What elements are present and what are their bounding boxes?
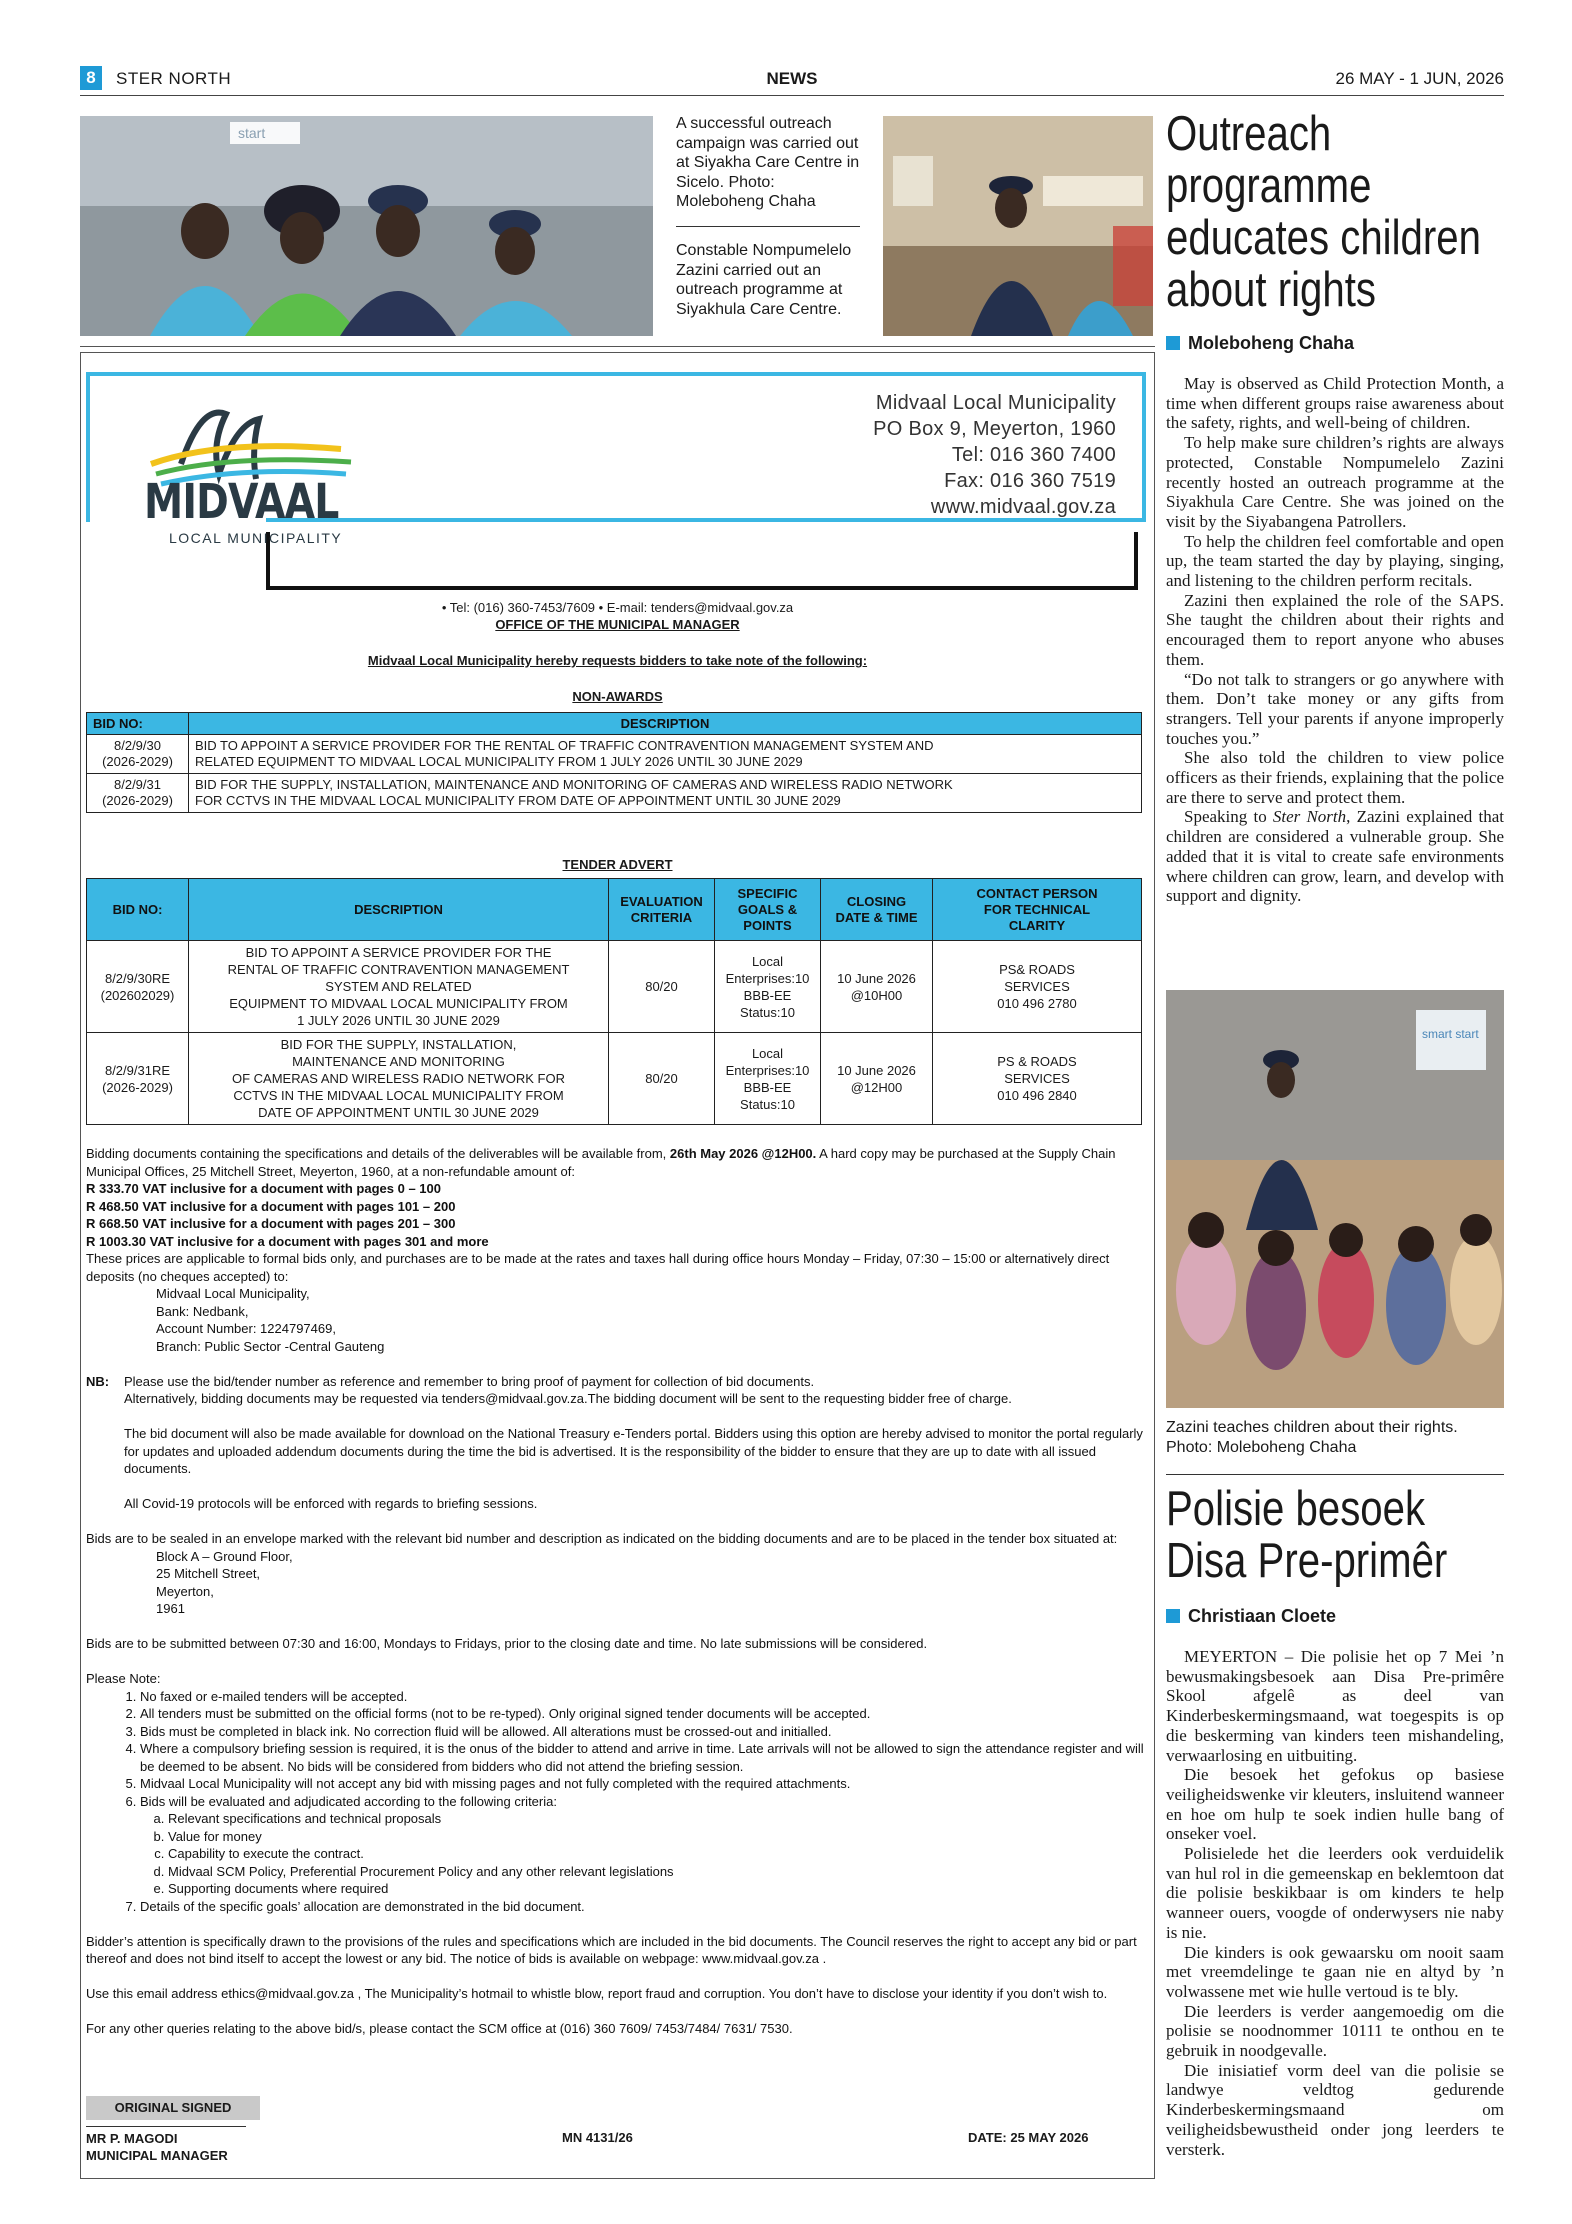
- article-paragraph: Die inisiatief vorm deel van die polisie se landwye veldtog gedurende Kinderbeskermingsmaand om veiligheidsbewustheid onder jong leerders te versterk.: [1166, 2060, 1504, 2159]
- non-awards-table: [86, 712, 1142, 813]
- section-name: NEWS: [766, 69, 818, 88]
- column-header: [821, 879, 933, 941]
- closing-date: 10 June 2026: [837, 1062, 916, 1078]
- spacer: [124, 1478, 1146, 1496]
- closing-cell: [821, 941, 933, 1033]
- list-item: 2. All tenders must be submitted on the official forms (not to be re-typed). Only original signed tender documents will be accepted.: [140, 1705, 1146, 1723]
- article-paragraph: Die leerders is verder aangemoedig om die polisie se noodnommer 10111 te onthou en te gebruik in noodgevalle.: [1166, 2001, 1504, 2061]
- goals-cell: [715, 941, 821, 1033]
- article-paragraph: Die besoek het gefokus op basiese veiligheidswenke vir kleuters, insluitend wanneer en hoe om hulp te soek indien hulle bang of onseker voel.: [1166, 1765, 1504, 1844]
- photo-constable-zazini: [883, 116, 1153, 336]
- description-line: BID FOR THE SUPPLY, INSTALLATION,: [280, 1037, 517, 1052]
- column-divider: [1166, 1474, 1504, 1475]
- evaluation-cell: 80/20: [609, 941, 715, 1033]
- closing-cell: [821, 1033, 933, 1125]
- header-rule: [80, 95, 1504, 96]
- nb-text: Alternatively, bidding documents may be requested via tenders@midvaal.gov.za.The bidding document will be sent to the requesting bidder free of charge.: [124, 1391, 1012, 1406]
- bid-number: 8/2/9/30: [114, 738, 161, 753]
- price-line: [86, 1198, 1146, 1216]
- description-line: BID TO APPOINT A SERVICE PROVIDER FOR THE RENTAL OF TRAFFIC CONTRAVENTION MANAGEMENT SYSTEM AND: [195, 738, 934, 753]
- organisation-contact: [873, 390, 1116, 520]
- bid-number-cell: [87, 1033, 189, 1125]
- bid-number: 8/2/9/31RE: [104, 1062, 171, 1078]
- header-line: GOALS &: [737, 901, 798, 917]
- non-awards-title: NON-AWARDS: [572, 689, 663, 704]
- prices-note: These prices are applicable to formal bids only, and purchases are to be made at the rates and taxes hall during office hours Monday – Friday, 07:30 – 15:00 or alternatively direct deposits (no cheques accepted) to:: [86, 1251, 1110, 1284]
- table-header-row: [87, 879, 1142, 941]
- spacer: [86, 1653, 1146, 1671]
- description-line: MAINTENANCE AND MONITORING: [292, 1054, 505, 1069]
- column-header: [609, 879, 715, 941]
- nb-block: [86, 1373, 1146, 1513]
- please-note-label: Please Note:: [86, 1671, 161, 1686]
- table-row: [87, 774, 1142, 813]
- org-line: Midvaal Local Municipality: [875, 392, 1116, 414]
- list-item: 4. Where a compulsory briefing session is required, it is the onus of the bidder to attend and arrive in time. Late arrivals will not be allowed to sign the attendance register and will be deemed to be absent. No bids will be considered from bidders who did not attend the briefing session.: [140, 1740, 1146, 1775]
- list-item: a. Relevant specifications and technical proposals: [168, 1810, 1146, 1828]
- contact-phone: 010 496 2840: [997, 1088, 1077, 1103]
- tender-advert-title: TENDER ADVERT: [562, 857, 673, 872]
- availability-text: [86, 1145, 1146, 1180]
- org-line: Fax: 016 360 7519: [944, 470, 1116, 492]
- spacer: [86, 1968, 1146, 1986]
- issue-date: 26 MAY - 1 JUN, 2026: [1335, 69, 1504, 88]
- column-header: [933, 879, 1142, 941]
- list-item: b. Value for money: [168, 1828, 1146, 1846]
- description-cell: [189, 941, 609, 1033]
- sign-text: start: [238, 125, 266, 141]
- contact-line: PS& ROADS: [999, 962, 1075, 977]
- goals-line: Local: [751, 953, 784, 969]
- advert-conditions: [86, 1145, 1146, 2038]
- bid-number: 8/2/9/30RE: [104, 970, 171, 986]
- description-cell: [189, 774, 1142, 813]
- notes-list: [86, 1688, 1146, 1916]
- nb-text: Please use the bid/tender number as reference and remember to bring proof of payment for collection of bid documents.: [124, 1373, 815, 1389]
- column-header: [715, 879, 821, 941]
- header-line: CONTACT PERSON: [976, 885, 1098, 901]
- description-line: EQUIPMENT TO MIDVAAL LOCAL MUNICIPALITY FROM: [229, 996, 568, 1011]
- nb-text: All Covid-19 protocols will be enforced with regards to briefing sessions.: [124, 1496, 538, 1511]
- spacer: [86, 1513, 1146, 1531]
- column-header: BID NO:: [87, 713, 189, 735]
- header-line: CRITERIA: [630, 909, 693, 925]
- caption-divider: [676, 226, 860, 227]
- bid-years: (2026-2029): [102, 1079, 173, 1095]
- list-item: 1. No faxed or e-mailed tenders will be accepted.: [140, 1688, 1146, 1706]
- goals-line: Enterprises:10: [725, 970, 810, 986]
- list-item: [140, 1793, 1146, 1898]
- org-line: PO Box 9, Meyerton, 1960: [873, 418, 1116, 440]
- spacer: [86, 2003, 1146, 2021]
- paragraph-text: , Zazini explained that children are considered a vulnerable group. She added that it is vital to create safe environments where children can grow, learn, and develop with support and dignity.: [1166, 807, 1504, 906]
- header-line: FOR TECHNICAL: [983, 901, 1091, 917]
- price-line: [86, 1180, 1146, 1198]
- org-website[interactable]: www.midvaal.gov.za: [930, 496, 1116, 518]
- tender-table: [86, 878, 1142, 1125]
- description-line: SYSTEM AND RELATED: [325, 979, 472, 994]
- org-line: Tel: 016 360 7400: [951, 444, 1116, 466]
- article-paragraph: MEYERTON – Die polisie het op 7 Mei ’n bewusmakingsbesoek aan Disa Pre-primêre Skool afgelê as deel van Kinderbeskermingsmaand, wat toegespits is op die beskerming van kinders teen mishandeling, verwaarlosing en uitbuiting.: [1166, 1647, 1504, 1765]
- advert-reference: MN 4131/26: [562, 2130, 633, 2145]
- description-line: RENTAL OF TRAFFIC CONTRAVENTION MANAGEMENT: [227, 962, 570, 977]
- advert-notice: Midvaal Local Municipality hereby requests bidders to take note of the following:: [367, 653, 868, 668]
- evaluation-cell: 80/20: [609, 1033, 715, 1125]
- photo-caption-3: Zazini teaches children about their rights. Photo: Moleboheng Chaha: [1166, 1419, 1458, 1456]
- logo-subtitle: LOCAL MUNICIPALITY: [169, 530, 343, 546]
- article-paragraph: Die kinders is ook gewaarsku om nooit saam met vreemdelinge te gaan nie en altyd by ’n volwassene met wie hulle vertoud is te bly.: [1166, 1942, 1504, 2001]
- list-item: 3. Bids must be completed in black ink. No correction fluid will be allowed. All alterations must be crossed-out and initialled.: [140, 1723, 1146, 1741]
- closing-time: @10H00: [850, 987, 903, 1003]
- description-line: OF CAMERAS AND WIRELESS RADIO NETWORK FOR: [232, 1071, 565, 1086]
- closing-time: @12H00: [850, 1079, 903, 1095]
- ethics-text: Use this email address ethics@midvaal.gov.za , The Municipality’s hotmail to whistle blow, report fraud and corruption. You don’t have to disclose your identity if you don’t wish to.: [86, 1986, 1108, 2001]
- price-text: R 333.70 VAT inclusive for a document with pages 0 – 100: [86, 1181, 441, 1196]
- header-line: CLARITY: [1008, 917, 1066, 933]
- criteria-list: [140, 1810, 1146, 1898]
- article-paragraph: “Do not talk to strangers or go anywhere with them. Don’t take money or any gifts from strangers. Tell your parents if anyone improperly touches you.”: [1166, 669, 1504, 748]
- photo-caption-1: A successful outreach campaign was carried out at Siyakha Care Centre in Sicelo. Photo: Moleboheng Chaha: [676, 115, 860, 210]
- sealed-text: Bids are to be sealed in an envelope marked with the relevant bid number and description as indicated on the bidding documents and are to be placed in the tender box situated at:: [86, 1531, 1118, 1546]
- nb-label: NB:: [86, 1373, 110, 1389]
- price-line: [86, 1233, 1146, 1251]
- description-line: RELATED EQUIPMENT TO MIDVAAL LOCAL MUNICIPALITY FROM 1 JULY 2026 UNTIL 30 JUNE 2029: [195, 754, 803, 769]
- bid-number: 8/2/9/31: [114, 777, 161, 792]
- address-line: 25 Mitchell Street,: [156, 1566, 261, 1581]
- bank-line: Midvaal Local Municipality,: [156, 1286, 310, 1301]
- description-line: CCTVS IN THE MIDVAAL LOCAL MUNICIPALITY FROM: [233, 1088, 564, 1103]
- signature-rule: [86, 2126, 246, 2127]
- submission-text: Bids are to be submitted between 07:30 and 16:00, Mondays to Fridays, prior to the closing date and time. No late submissions will be considered.: [86, 1636, 928, 1651]
- bank-line: Bank: Nedbank,: [156, 1303, 249, 1319]
- photo-children-lesson: [1166, 990, 1504, 1408]
- bid-years: (2026-2029): [102, 754, 173, 769]
- bank-line: Branch: Public Sector -Central Gauteng: [156, 1338, 385, 1354]
- advert-top-rule: [80, 346, 1155, 347]
- goals-line: Status:10: [740, 1096, 795, 1112]
- article-paragraph: She also told the children to view police officers as their friends, explaining that the police are there to serve and protect them.: [1166, 748, 1504, 807]
- contact-line: SERVICES: [1004, 979, 1070, 994]
- bid-number-cell: [87, 735, 189, 774]
- article-body: [1166, 374, 1504, 906]
- description-line: FOR CCTVS IN THE MIDVAAL LOCAL MUNICIPALITY FROM DATE OF APPOINTMENT UNTIL 30 JUNE 2029: [195, 793, 841, 808]
- article-byline: Moleboheng Chaha: [1166, 333, 1354, 354]
- text-span: A hard copy may be purchased at the Supply Chain Municipal Offices, 25 Mitchell Street, Meyerton, 1960, at a non-refundable amount of:: [86, 1146, 1116, 1179]
- spacer: [124, 1408, 1146, 1426]
- signatory-name: MR P. MAGODI: [86, 2131, 178, 2146]
- address-line: Meyerton,: [156, 1583, 214, 1599]
- signatory-title: MUNICIPAL MANAGER: [86, 2148, 228, 2163]
- article-headline: Outreach programme educates children about rights: [1166, 107, 1481, 317]
- header-line: DATE & TIME: [835, 909, 918, 925]
- logo-wordmark: MIDVAAL: [144, 474, 339, 530]
- advert-date: DATE: 25 MAY 2026: [968, 2130, 1089, 2145]
- header-line: EVALUATION: [620, 893, 703, 909]
- contact-cell: [933, 1033, 1142, 1125]
- column-header: BID NO:: [87, 879, 189, 941]
- table-row: [87, 941, 1142, 1033]
- address-line: 1961: [156, 1601, 185, 1616]
- photo-outreach-team: [80, 116, 653, 336]
- article-paragraph: To help the children feel comfortable and open up, the team started the day by playing, singing, and listening to the children perform recitals.: [1166, 531, 1504, 591]
- bank-line: Account Number: 1224797469,: [156, 1321, 336, 1336]
- advert-contact-line: • Tel: (016) 360-7453/7609 • E-mail: tenders@midvaal.gov.za: [441, 600, 794, 615]
- text-span: Bidding documents containing the specifications and details of the deliverables will be available from,: [86, 1146, 670, 1161]
- article-paragraph: To help make sure children’s rights are always protected, Constable Nompumelelo Zazini recently hosted an outreach programme at the Siyakhula Care Centre. She was joined on the visit by the Siyabangena Patrollers.: [1166, 433, 1504, 531]
- bid-number-cell: [87, 941, 189, 1033]
- sign-text: smart start: [1422, 1027, 1479, 1041]
- column-header: DESCRIPTION: [189, 879, 609, 941]
- advert-office: OFFICE OF THE MUNICIPAL MANAGER: [495, 617, 740, 632]
- contact-phone: 010 496 2780: [997, 996, 1077, 1011]
- article-paragraph: May is observed as Child Protection Month, a time when different groups raise awareness about the safety, rights, and well-being of children.: [1166, 374, 1504, 433]
- spacer: [86, 1355, 1146, 1373]
- page-header: [80, 66, 1504, 92]
- bid-years: (2026-2029): [102, 793, 173, 808]
- nb-text: The bid document will also be made available for download on the National Treasury e-Tenders portal. Bidders using this option are hereby advised to monitor the portal regularly for updates and uploaded addendum documents during the time the bid is advertised. It is the responsibility of the bidder to ensure that they are up to date with all issued documents.: [124, 1426, 1143, 1476]
- article-paragraph: Polisielede het die leerders ook verduidelik van hul rol in die gemeenskap en beklemtoon dat die polisie beskikbaar is om kinders te help wanneer ouers, voogde of onderwysers nie naby is nie.: [1166, 1844, 1504, 1942]
- goals-line: Status:10: [740, 1004, 795, 1020]
- goals-line: BBB-EE: [743, 1079, 792, 1095]
- list-item: 7. Details of the specific goals’ allocation are demonstrated in the bid document.: [140, 1898, 1146, 1916]
- goals-line: Enterprises:10: [725, 1062, 810, 1078]
- frame-border-black: [266, 532, 1138, 590]
- description-cell: [189, 735, 1142, 774]
- description-line: 1 JULY 2026 UNTIL 30 JUNE 2029: [297, 1013, 500, 1028]
- price-text: R 468.50 VAT inclusive for a document with pages 101 – 200: [86, 1198, 456, 1214]
- address-line: Block A – Ground Floor,: [156, 1548, 293, 1564]
- goals-line: Local: [751, 1045, 784, 1061]
- publication-reference: Ster North: [1272, 807, 1347, 827]
- closing-date: 10 June 2026: [837, 970, 916, 986]
- description-line: DATE OF APPOINTMENT UNTIL 30 JUNE 2029: [258, 1105, 539, 1120]
- publication-name: STER NORTH: [116, 69, 232, 88]
- availability-date: 26th May 2026 @12H00.: [669, 1146, 817, 1161]
- list-item: e. Supporting documents where required: [168, 1880, 1146, 1898]
- header-line: SPECIFIC: [737, 885, 798, 901]
- advert-letterhead: [86, 372, 1146, 600]
- article-headline: Polisie besoek Disa Pre-primêr: [1166, 1482, 1448, 1588]
- contact-cell: [933, 941, 1142, 1033]
- photo-caption-2: Constable Nompumelelo Zazini carried out an outreach programme at Siyakhula Care Centre.: [676, 242, 852, 318]
- list-item-text: Bids will be evaluated and adjudicated according to the following criteria:: [140, 1793, 557, 1809]
- goals-line: BBB-EE: [743, 987, 792, 1003]
- description-cell: [189, 1033, 609, 1125]
- queries-text: For any other queries relating to the above bid/s, please contact the SCM office at (016) 360 7609/ 7453/7484/ 7631/ 7530.: [86, 2021, 793, 2036]
- article-paragraph: Zazini then explained the role of the SAPS. She taught the children about their rights and encouraged them to report anyone who abuses them.: [1166, 590, 1504, 669]
- price-text: R 1003.30 VAT inclusive for a document with pages 301 and more: [86, 1233, 489, 1249]
- header-line: POINTS: [743, 917, 792, 933]
- attention-text: Bidder’s attention is specifically drawn to the provisions of the rules and specifications which are included in the bid documents. The Council reserves the right to accept any bid or part thereof and does not bind itself to accept the lowest or any bid. The notice of bids is available on webpage: www.midvaal.gov.za .: [86, 1933, 1137, 1966]
- bid-number-cell: [87, 774, 189, 813]
- article-body: [1166, 1647, 1504, 2159]
- price-text: R 668.50 VAT inclusive for a document with pages 201 – 300: [86, 1216, 456, 1231]
- article-paragraph: [1166, 807, 1504, 906]
- header-line: CLOSING: [846, 893, 907, 909]
- column-header: DESCRIPTION: [189, 713, 1142, 735]
- page-number: 8: [80, 66, 102, 90]
- description-line: BID TO APPOINT A SERVICE PROVIDER FOR THE: [245, 945, 552, 960]
- table-row: [87, 1033, 1142, 1125]
- table-header-row: [87, 713, 1142, 735]
- list-item: d. Midvaal SCM Policy, Preferential Procurement Policy and any other relevant legislations: [168, 1863, 1146, 1881]
- price-line: [86, 1215, 1146, 1233]
- list-item: 5. Midvaal Local Municipality will not accept any bid with missing pages and not fully completed with the required attachments.: [140, 1775, 1146, 1793]
- contact-line: SERVICES: [1004, 1071, 1070, 1086]
- paragraph-text: Speaking to: [1184, 807, 1273, 827]
- goals-cell: [715, 1033, 821, 1125]
- spacer: [86, 1915, 1146, 1933]
- description-line: BID FOR THE SUPPLY, INSTALLATION, MAINTENANCE AND MONITORING OF CAMERAS AND WIRELESS RADIO NETWORK: [195, 777, 953, 792]
- article-byline: Christiaan Cloete: [1166, 1606, 1336, 1627]
- original-signed-stamp: ORIGINAL SIGNED: [86, 2096, 260, 2120]
- contact-line: PS & ROADS: [997, 1054, 1077, 1069]
- table-row: [87, 735, 1142, 774]
- signatory: [86, 2130, 228, 2164]
- spacer: [86, 1618, 1146, 1636]
- bid-years: (202602029): [100, 987, 175, 1003]
- list-item: c. Capability to execute the contract.: [168, 1845, 1146, 1863]
